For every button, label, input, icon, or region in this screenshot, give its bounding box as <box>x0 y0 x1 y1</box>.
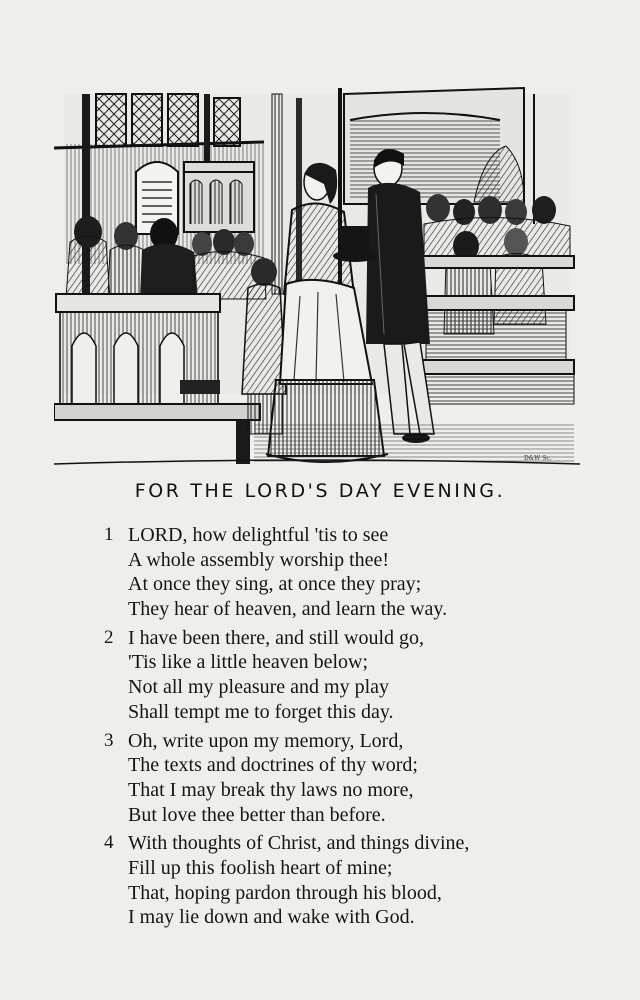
church-engraving <box>54 84 580 469</box>
line-text: A whole assembly worship thee! <box>128 548 390 571</box>
line-text: That, hoping pardon through his blood, <box>128 881 442 904</box>
verse-line <box>104 753 584 778</box>
altar-screen <box>184 162 254 232</box>
verse <box>104 831 584 930</box>
verse-line <box>104 548 584 573</box>
hymn-title: FOR THE LORD'S DAY EVENING. <box>134 480 506 502</box>
verse <box>104 729 584 828</box>
verse-line <box>104 803 584 828</box>
verse <box>104 626 584 725</box>
verse-line <box>104 700 584 725</box>
line-text: 'Tis like a little heaven below; <box>128 651 369 674</box>
line-text: At once they sing, at once they pray; <box>128 573 422 596</box>
line-text: They hear of heaven, and learn the way. <box>128 598 448 621</box>
verse-number: 3 <box>104 729 114 751</box>
hymn-text <box>104 523 584 934</box>
line-text: LORD, how delightful 'tis to see <box>128 524 389 546</box>
verse-line <box>104 626 584 651</box>
verse-number: 2 <box>104 626 114 648</box>
verse <box>104 523 584 622</box>
line-text: That I may break thy laws no more, <box>128 778 414 801</box>
verse-line <box>104 572 584 597</box>
line-text: Shall tempt me to forget this day. <box>128 700 394 723</box>
verse-line <box>104 831 584 856</box>
line-text: Fill up this foolish heart of mine; <box>128 856 393 879</box>
church-window <box>96 94 240 146</box>
line-text: With thoughts of Christ, and things divine, <box>128 832 470 855</box>
verse-line <box>104 675 584 700</box>
line-text: But love thee better than before. <box>128 803 386 826</box>
line-text: Not all my pleasure and my play <box>128 676 390 699</box>
verse-line <box>104 729 584 754</box>
verse-line <box>104 523 584 548</box>
verse-number: 4 <box>104 832 114 854</box>
line-text: I may lie down and wake with God. <box>128 906 415 929</box>
line-text: The texts and doctrines of thy word; <box>128 754 418 777</box>
verse-line <box>104 650 584 675</box>
verse-line <box>104 881 584 906</box>
verse-line <box>104 856 584 881</box>
verse-line <box>104 597 584 622</box>
verse-number: 1 <box>104 524 114 545</box>
verse-line <box>104 905 584 930</box>
verse-line <box>104 778 584 803</box>
line-text: I have been there, and still would go, <box>128 626 425 649</box>
line-text: Oh, write upon my memory, Lord, <box>128 729 404 752</box>
signature-right: D&W Sc. <box>524 455 552 462</box>
